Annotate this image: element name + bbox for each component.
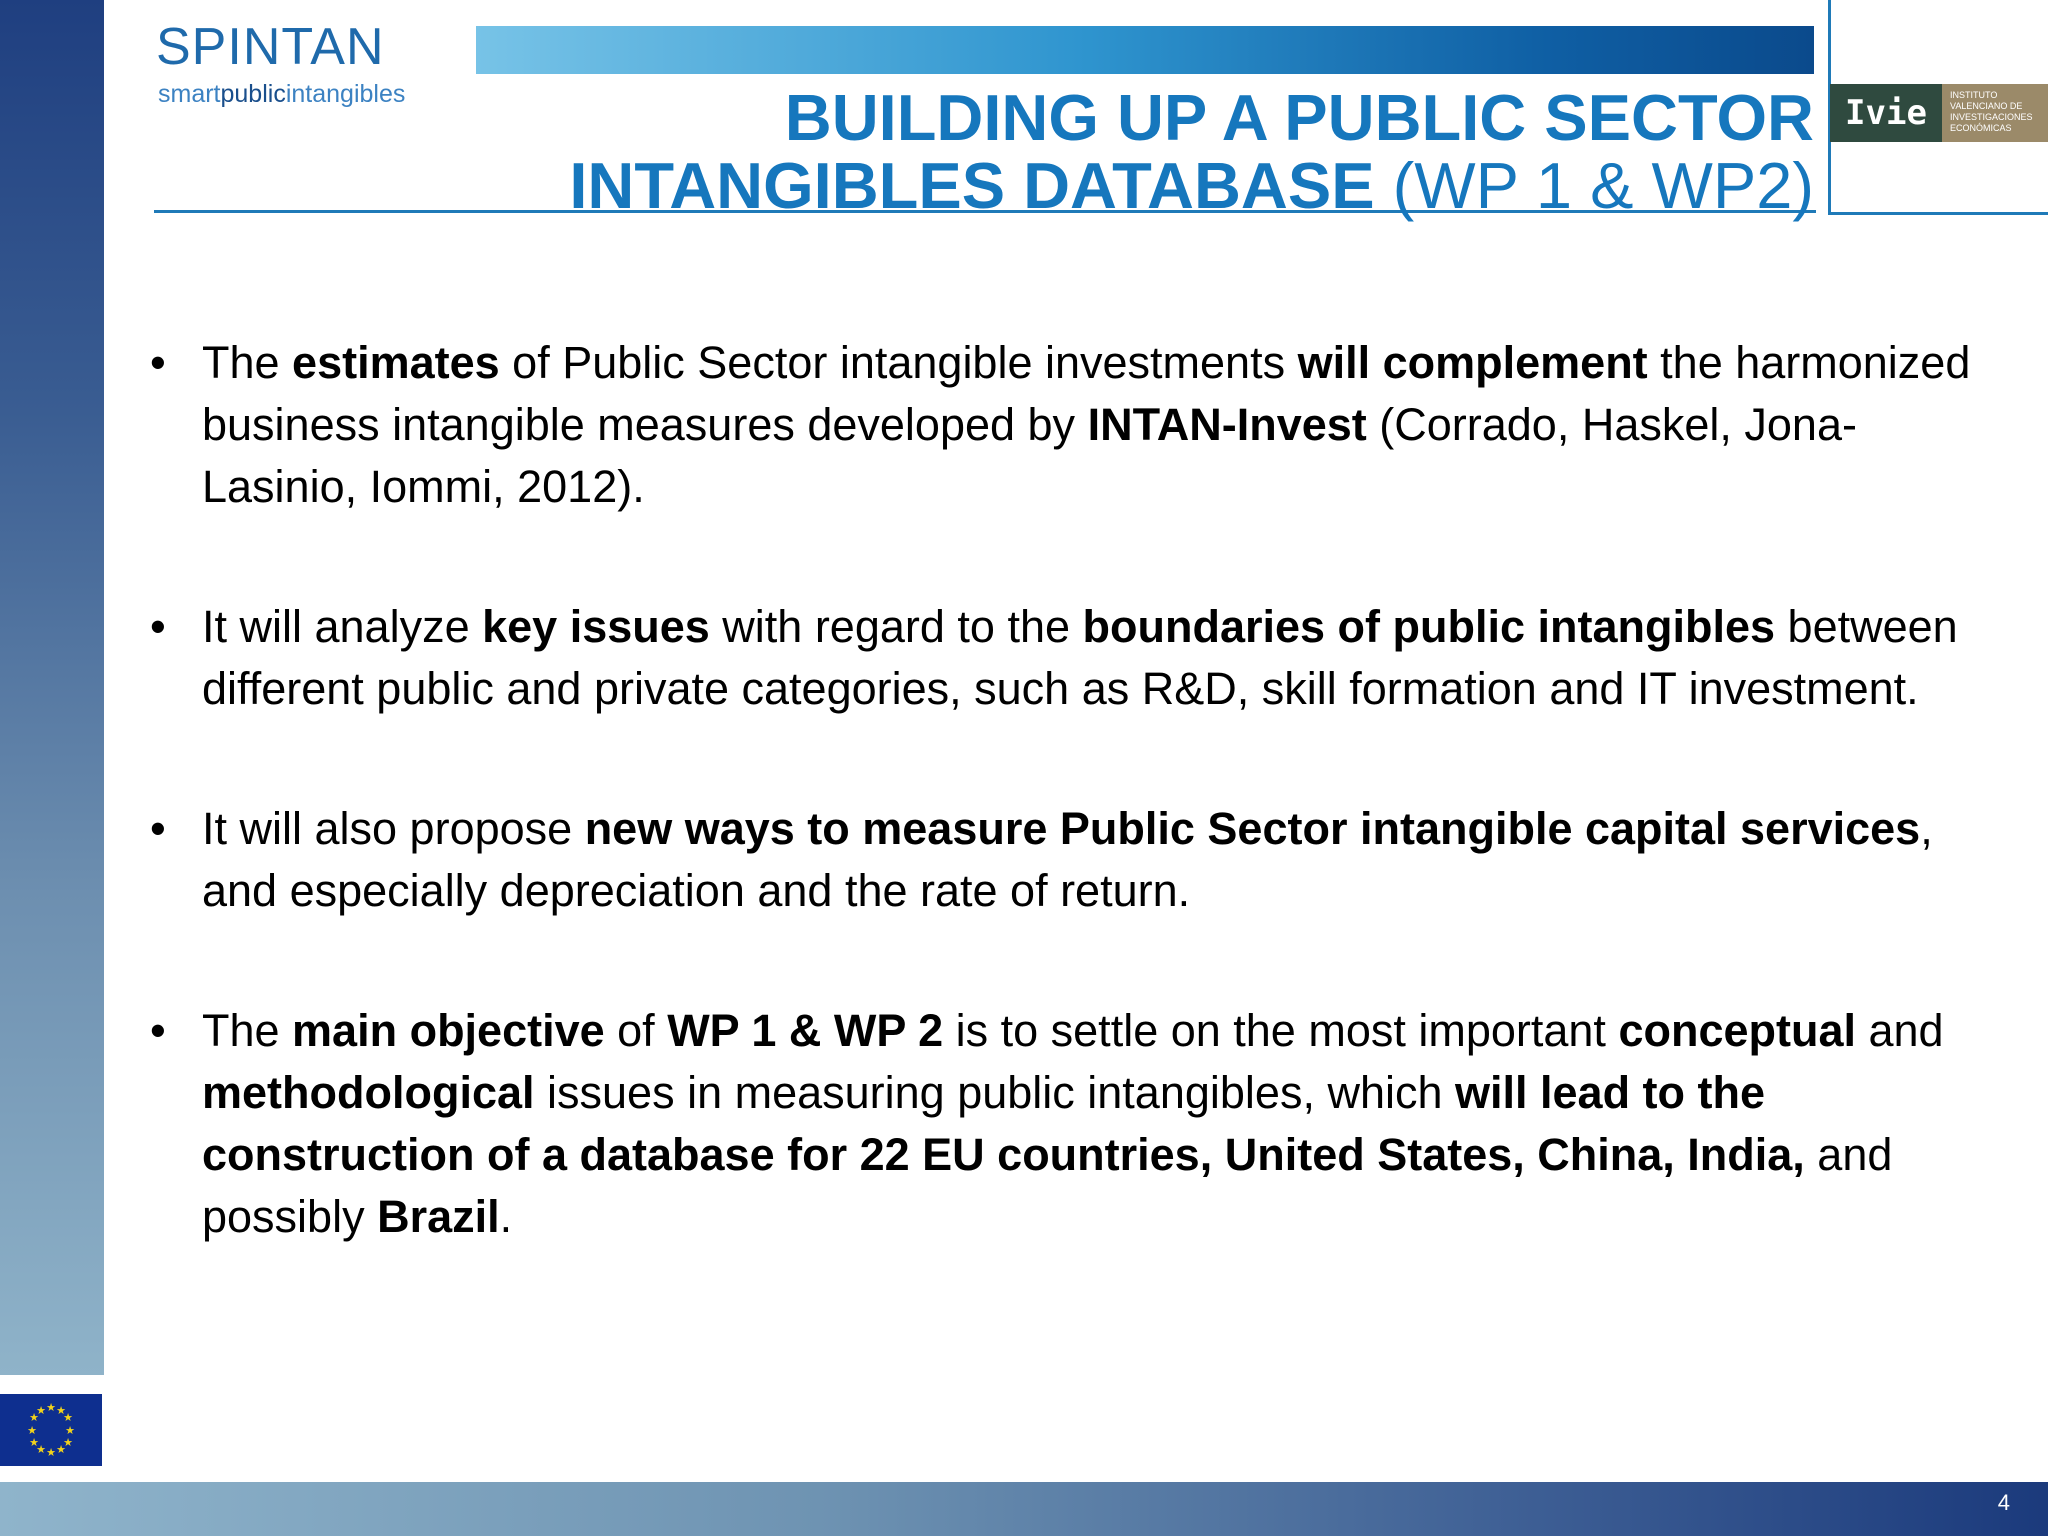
bullet-item-4 (150, 1000, 2010, 1248)
eu-star: ★ (46, 1402, 56, 1414)
bullet-4-strong: main objective (292, 1005, 605, 1056)
bullet-2-strong: boundaries of public intangibles (1082, 601, 1776, 652)
spintan-logo-tagline (158, 80, 405, 108)
bullet-4-text: The (202, 1005, 293, 1056)
header-gradient-bar (476, 26, 1814, 74)
tagline-public: public (220, 80, 286, 108)
bullet-1-text: the harmonized business intangible measures developed by (202, 337, 1971, 450)
bullet-4-strong: conceptual (1618, 1005, 1856, 1056)
bullet-3-strong: new ways to measure Public Sector intangible capital services (584, 803, 1921, 854)
bullet-4-text: issues in measuring public intangibles, which (534, 1067, 1455, 1118)
ivie-text-line4: ECONÓMICAS (1950, 123, 2012, 133)
bullet-1-text: (Corrado, Haskel, Jona-Lasinio, Iommi, 2012). (202, 399, 1857, 512)
bullet-4-strong: will lead to the construction of a database for 22 EU countries, United States, China, India, (202, 1067, 1805, 1180)
spintan-logo (156, 18, 456, 108)
eu-star: ★ (56, 1405, 66, 1417)
bullet-list (150, 332, 2010, 1326)
bullet-3-text: , and especially depreciation and the rate of return. (202, 803, 1933, 916)
ivie-text-line2: VALENCIANO DE (1950, 101, 2023, 111)
bullet-1-strong: estimates (292, 337, 500, 388)
bullet-item-2 (150, 596, 2010, 720)
ivie-logo (1830, 84, 2048, 142)
tagline-intangibles: intangibles (285, 80, 406, 108)
bullet-2-text: It will analyze (202, 601, 483, 652)
slide-title-line2 (414, 149, 1814, 222)
bullet-1-strong: will complement (1297, 337, 1648, 388)
eu-star: ★ (29, 1412, 39, 1424)
eu-star: ★ (65, 1425, 75, 1437)
bottom-decorative-bar (0, 1482, 2048, 1536)
tagline-smart: smart (158, 80, 221, 108)
eu-star: ★ (36, 1405, 46, 1417)
eu-flag-svg (0, 1394, 102, 1466)
bullet-4-strong: methodological (202, 1067, 535, 1118)
slide-title-line2-normal: (WP 1 & WP2) (1392, 149, 1814, 222)
ivie-text-line1: INSTITUTO (1950, 90, 1998, 100)
bullet-4-strong: Brazil (377, 1191, 500, 1242)
eu-star: ★ (36, 1444, 46, 1456)
eu-flag-icon (0, 1394, 102, 1466)
slide-title-line1: BUILDING UP A PUBLIC SECTOR (784, 81, 1814, 154)
eu-star: ★ (63, 1412, 73, 1424)
slide-title (414, 81, 1814, 222)
slide-title-line2-bold: INTANGIBLES DATABASE (569, 149, 1375, 222)
eu-star: ★ (27, 1425, 37, 1437)
bullet-4-text: . (499, 1191, 513, 1242)
bullet-1-strong: INTAN-Invest (1087, 399, 1367, 450)
ivie-logo-text (1950, 90, 2046, 134)
eu-star: ★ (46, 1447, 56, 1459)
bullet-item-1 (150, 332, 2010, 518)
bullet-4-text: and (1855, 1005, 1944, 1056)
bullet-1-text: The (202, 337, 293, 388)
eu-star: ★ (63, 1437, 73, 1449)
bullet-2-text: between different public and private categories, such as R&D, skill formation and IT investment. (202, 601, 1958, 714)
bullet-2-strong: key issues (482, 601, 710, 652)
ivie-text-line3: INVESTIGACIONES (1950, 112, 2033, 122)
left-decorative-bar (0, 0, 104, 1375)
header-divider-right (1828, 212, 2048, 215)
bullet-3-text: It will also propose (202, 803, 585, 854)
bullet-4-text: is to settle on the most important (943, 1005, 1619, 1056)
ivie-logo-mark: Ivie (1830, 84, 1942, 142)
bullet-1-text: of Public Sector intangible investments (499, 337, 1298, 388)
spintan-logo-name: SPINTAN (156, 18, 385, 76)
bullet-4-text: of (604, 1005, 668, 1056)
eu-star: ★ (56, 1444, 66, 1456)
bullet-item-3 (150, 798, 2010, 922)
page-number: 4 (1997, 1490, 2010, 1515)
bullet-2-text: with regard to the (709, 601, 1083, 652)
bullet-4-strong: WP 1 & WP 2 (667, 1005, 944, 1056)
eu-stars (27, 1402, 75, 1459)
bullet-4-text: and possibly (202, 1129, 1893, 1242)
eu-star: ★ (29, 1437, 39, 1449)
